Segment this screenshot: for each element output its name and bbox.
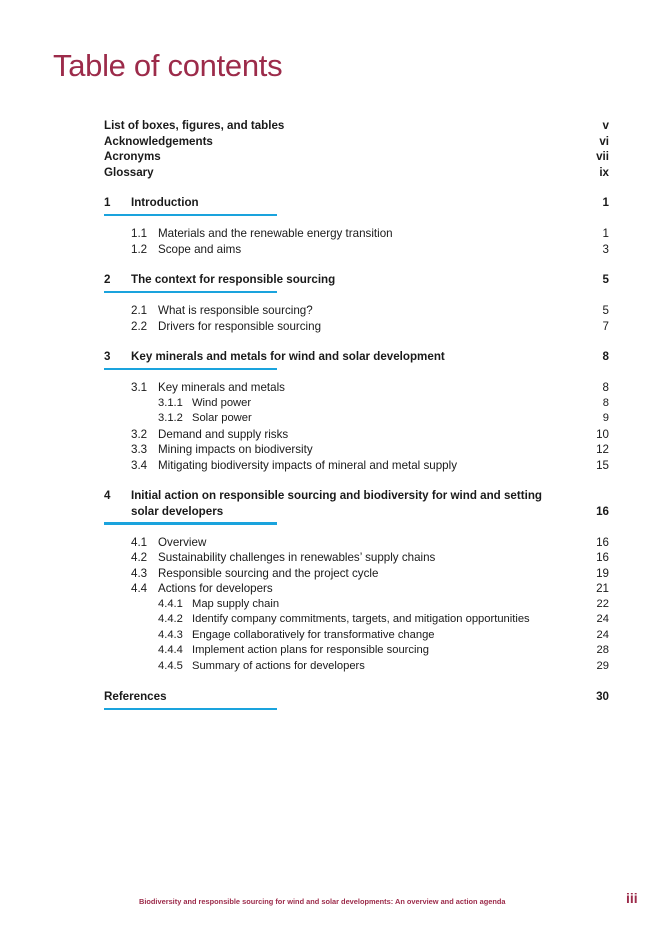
chapter-underline: [104, 291, 277, 294]
subsection-label: Summary of actions for developers: [192, 659, 365, 672]
toc-chapter-1[interactable]: [104, 195, 609, 211]
subsection-label: Solar power: [192, 412, 252, 424]
chapter-underline: [104, 368, 277, 371]
toc-section-4-1[interactable]: [104, 535, 609, 551]
toc-section-4-3[interactable]: [104, 566, 609, 582]
section-label: Actions for developers: [158, 582, 273, 595]
toc-section-1-2[interactable]: [104, 242, 609, 258]
subsection-label: Wind power: [192, 396, 252, 409]
section-number: 4.1: [131, 535, 148, 549]
toc-chapter-3[interactable]: [104, 349, 609, 365]
section-page: 16: [596, 535, 609, 549]
subsection-page: 22: [596, 597, 609, 610]
section-page: 16: [596, 551, 609, 564]
toc-subsection-4-4-3[interactable]: [104, 628, 609, 644]
section-label: Mitigating biodiversity impacts of mineral and metal supply: [158, 458, 457, 472]
section-page: 19: [596, 566, 609, 580]
section-page: 7: [602, 319, 609, 333]
chapter-number: 2: [104, 273, 111, 286]
chapter-label: Initial action on responsible sourcing and biodiversity for wind and setting solar developers: [131, 489, 542, 518]
toc-section-3-2[interactable]: [104, 427, 609, 443]
subsection-number: 4.4.3: [158, 628, 183, 641]
section-label: Materials and the renewable energy transition: [158, 227, 393, 240]
toc-section-4-2[interactable]: [104, 550, 609, 566]
section-page: 1: [602, 227, 609, 240]
toc-entry-acknowledgements[interactable]: [104, 134, 609, 150]
toc-subsection-4-4-4[interactable]: [104, 643, 609, 659]
toc-section-3-4[interactable]: [104, 458, 609, 474]
section-number: 3.3: [131, 443, 148, 456]
subsection-page: 28: [596, 644, 609, 656]
toc-entry-references[interactable]: [104, 689, 609, 705]
subsection-label: Map supply chain: [192, 597, 280, 610]
toc-section-2-2[interactable]: [104, 319, 609, 335]
section-label: Mining impacts on biodiversity: [158, 443, 313, 456]
chapter-label: Introduction: [131, 196, 199, 209]
toc-section-4-4[interactable]: [104, 581, 609, 597]
toc-entry-page: v: [602, 119, 609, 132]
running-footer: Biodiversity and responsible sourcing for wind and solar developments: An overview and action agenda: [139, 897, 506, 906]
section-page: 5: [602, 304, 609, 317]
chapter-page: 8: [602, 350, 609, 363]
section-page: 8: [602, 381, 609, 394]
toc-section-1-1[interactable]: [104, 226, 609, 242]
chapter-label: The context for responsible sourcing: [131, 273, 336, 286]
subsection-label: Engage collaboratively for transformative change: [192, 628, 435, 641]
subsection-number: 4.4.4: [158, 644, 183, 656]
section-label: Demand and supply risks: [158, 427, 289, 441]
toc-entry-page: ix: [599, 165, 609, 179]
subsection-label: Identify company commitments, targets, and mitigation opportunities: [192, 613, 530, 625]
chapter-number: 4: [104, 489, 111, 502]
toc-entry-label: Glossary: [104, 165, 154, 179]
section-page: 10: [596, 427, 609, 441]
toc-entry-label: Acknowledgements: [104, 134, 213, 148]
toc-chapter-2[interactable]: [104, 272, 609, 288]
chapter-page: 1: [602, 196, 609, 209]
page-title: Table of contents: [53, 48, 283, 83]
subsection-number: 4.4.2: [158, 613, 183, 625]
chapter-page: 5: [602, 273, 609, 286]
section-number: 2.1: [131, 304, 148, 317]
section-page: 21: [596, 582, 609, 595]
toc-section-3-3[interactable]: [104, 442, 609, 458]
subsection-page: 24: [596, 628, 609, 641]
section-number: 2.2: [131, 319, 148, 333]
section-page: 3: [602, 242, 609, 256]
toc-entry-glossary[interactable]: [104, 165, 609, 181]
chapter-page: 16: [596, 504, 609, 518]
section-label: Responsible sourcing and the project cycle: [158, 566, 379, 580]
page-number: iii: [626, 890, 638, 906]
toc-entry-acronyms[interactable]: [104, 149, 609, 165]
section-number: 3.1: [131, 381, 148, 394]
toc-entry-page: vi: [599, 134, 609, 148]
subsection-number: 3.1.2: [158, 412, 183, 424]
section-number: 3.2: [131, 427, 148, 441]
toc-entry-label: Acronyms: [104, 150, 161, 163]
section-label: Drivers for responsible sourcing: [158, 319, 322, 333]
toc-subsection-4-4-1[interactable]: [104, 597, 609, 613]
subsection-page: 29: [596, 659, 609, 672]
references-underline: [104, 708, 277, 711]
section-number: 4.3: [131, 566, 148, 580]
toc-entry-label: References: [104, 690, 167, 703]
subsection-page: 9: [602, 412, 609, 424]
toc-entry-boxes-figures-tables[interactable]: [104, 118, 609, 134]
toc-subsection-3-1-1[interactable]: [104, 396, 609, 412]
toc-entry-page: vii: [596, 150, 609, 163]
toc-entry-label: List of boxes, figures, and tables: [104, 119, 285, 132]
table-of-contents: [104, 118, 609, 720]
section-label: Key minerals and metals: [158, 381, 285, 394]
section-page: 15: [596, 458, 609, 472]
toc-section-3-1[interactable]: [104, 380, 609, 396]
toc-subsection-4-4-2[interactable]: [104, 612, 609, 628]
chapter-number: 3: [104, 350, 111, 363]
toc-chapter-4[interactable]: [104, 488, 609, 519]
toc-entry-page: 30: [596, 690, 609, 703]
toc-section-2-1[interactable]: [104, 303, 609, 319]
subsection-number: 4.4.1: [158, 597, 183, 610]
subsection-page: 8: [602, 396, 609, 409]
subsection-page: 24: [596, 613, 609, 625]
subsection-number: 4.4.5: [158, 659, 183, 672]
chapter-number: 1: [104, 196, 111, 209]
chapter-underline: [104, 214, 277, 217]
toc-subsection-3-1-2[interactable]: [104, 411, 609, 427]
section-label: Scope and aims: [158, 242, 242, 256]
section-number: 4.4: [131, 582, 148, 595]
section-number: 4.2: [131, 551, 148, 564]
chapter-label: Key minerals and metals for wind and solar development: [131, 350, 445, 363]
chapter-underline: [104, 522, 277, 525]
toc-subsection-4-4-5[interactable]: [104, 659, 609, 675]
section-page: 12: [596, 443, 609, 456]
section-label: What is responsible sourcing?: [158, 304, 313, 317]
section-label: Overview: [158, 535, 207, 549]
section-number: 1.2: [131, 242, 148, 256]
subsection-label: Implement action plans for responsible sourcing: [192, 644, 429, 656]
section-number: 3.4: [131, 458, 148, 472]
section-number: 1.1: [131, 227, 148, 240]
section-label: Sustainability challenges in renewables’ supply chains: [158, 551, 436, 564]
subsection-number: 3.1.1: [158, 396, 183, 409]
